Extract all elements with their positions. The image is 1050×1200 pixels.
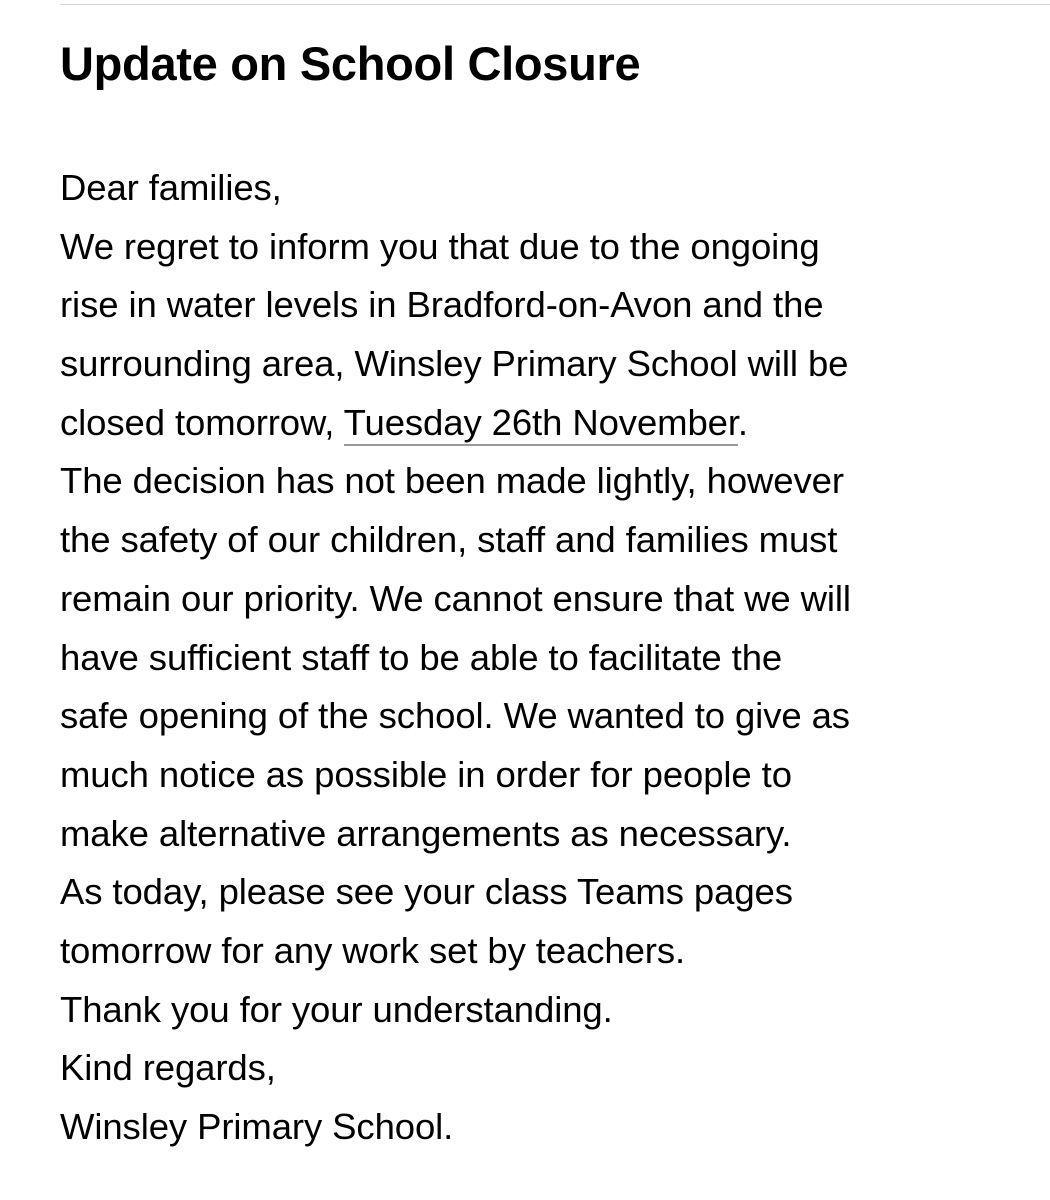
body-line-5: The decision has not been made lightly, however: [60, 460, 844, 502]
body-line-12: As today, please see your class Teams pages: [60, 871, 793, 913]
body-line-13: tomorrow for any work set by teachers.: [60, 929, 686, 971]
body-line-8: have sufficient staff to be able to facilitate the: [60, 636, 783, 678]
body-line-11: make alternative arrangements as necessary.: [60, 812, 792, 854]
body-line-3: surrounding area, Winsley Primary School will be: [60, 343, 849, 385]
signoff-line: Kind regards,: [60, 1047, 276, 1089]
body-line-4-suffix: .: [737, 401, 748, 443]
body-line-4: [60, 394, 1020, 453]
email-subject-title: Update on School Closure: [60, 37, 641, 90]
closure-date-link[interactable]: Tuesday 26th November: [344, 402, 738, 446]
body-line-2: rise in water levels in Bradford-on-Avon and the: [60, 284, 824, 326]
body-line-14: Thank you for your understanding.: [60, 988, 613, 1030]
email-body: [60, 159, 1020, 1157]
greeting-line: Dear families,: [60, 167, 282, 208]
body-line-9: safe opening of the school. We wanted to give as: [60, 695, 850, 737]
body-line-10: much notice as possible in order for people to: [60, 753, 792, 795]
body-line-7: remain our priority. We cannot ensure that we will: [60, 577, 851, 619]
body-line-6: the safety of our children, staff and families must: [60, 519, 838, 561]
top-divider: [60, 4, 1050, 5]
body-line-1: We regret to inform you that due to the ongoing: [60, 225, 820, 267]
body-line-4-prefix: closed tomorrow,: [60, 401, 344, 443]
signature-line: Winsley Primary School.: [60, 1106, 454, 1147]
